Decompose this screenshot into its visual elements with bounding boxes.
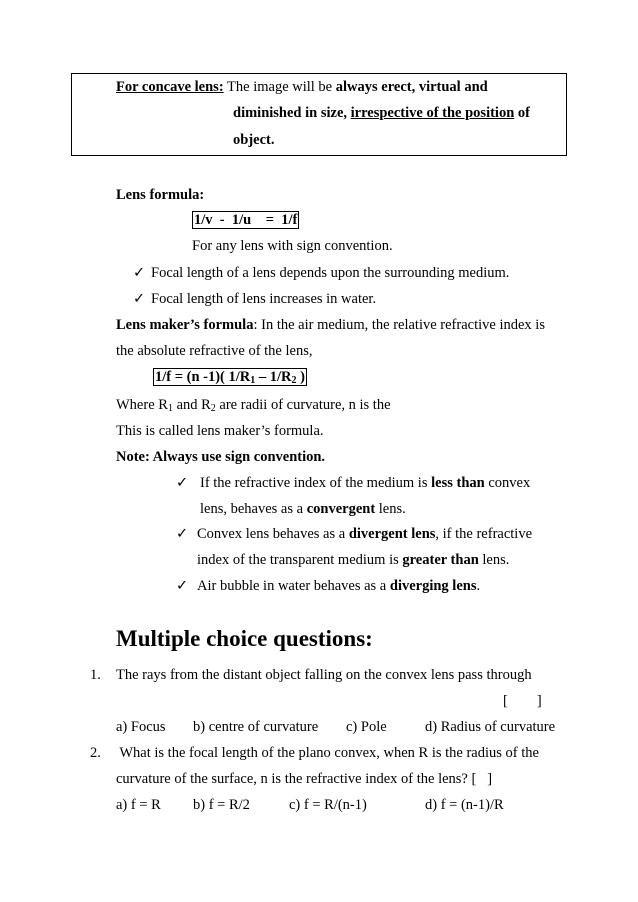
lens-formula-heading: Lens formula: [116,187,205,203]
check-icon: ✓ [176,475,189,491]
note-point-2: ✓ Convex lens behaves as a divergent lens, if the refractive [176,526,533,542]
q1-option-b[interactable]: b) centre of curvature [193,719,319,735]
q1-option-d[interactable]: d) Radius of curvature [425,719,556,735]
q1-answer-bracket[interactable]: [ ] [503,693,542,709]
q2-number: 2. [90,745,101,761]
concave-line-1: For concave lens: The image will be always erect, virtual and [116,79,488,95]
lens-maker-line-2: the absolute refractive of the lens, [116,343,313,359]
concave-line-3: object. [233,132,275,148]
q2-text-line-1: What is the focal length of the plano convex, when R is the radius of the [116,745,539,761]
q2-option-a[interactable]: a) f = R [116,797,161,813]
lens-formula-note: For any lens with sign convention. [192,238,393,254]
lens-maker-line-1: Lens maker’s formula: In the air medium, the relative refractive index is [116,317,545,333]
note-point-2-cont: index of the transparent medium is greater than lens. [197,552,510,568]
q2-text-line-2: curvature of the surface, n is the refractive index of the lens? [ ] [116,771,493,787]
q2-option-b[interactable]: b) f = R/2 [193,797,250,813]
q1-option-c[interactable]: c) Pole [346,719,387,735]
q2-option-d[interactable]: d) f = (n-1)/R [425,797,504,813]
lens-formula: 1/v - 1/u = 1/f [194,212,298,228]
lens-maker-formula: 1/f = (n -1)( $1/R_1 - 1/R_2$ ) [155,369,305,386]
lens-maker-called: This is called lens maker’s formula. [116,423,324,439]
q1-text: The rays from the distant object falling on the convex lens pass through [116,667,532,683]
lens-formula-point-1: ✓ Focal length of a lens depends upon the surrounding medium. [133,265,510,281]
note-point-3: ✓ Air bubble in water behaves as a diverging lens. [176,578,481,594]
sign-convention-note: Note: Always use sign convention. [116,449,326,465]
q2-option-c[interactable]: c) f = R/(n-1) [289,797,367,813]
note-point-1: ✓ If the refractive index of the medium is less than convex [176,475,531,491]
mcq-heading: Multiple choice questions: [116,626,373,651]
check-icon: ✓ [176,578,189,594]
concave-line-2: diminished in size, irrespective of the position of [233,105,530,121]
q1-option-a[interactable]: a) Focus [116,719,166,735]
check-icon: ✓ [133,265,146,281]
q1-number: 1. [90,667,101,683]
check-icon: ✓ [176,526,189,542]
check-icon: ✓ [133,291,146,307]
note-point-1-cont: lens, behaves as a convergent lens. [200,501,406,517]
lens-formula-point-2: ✓ Focal length of lens increases in water. [133,291,377,307]
lens-maker-where: Where $R_1$ and $R_2$ are radii of curvature, n is the [116,397,391,414]
